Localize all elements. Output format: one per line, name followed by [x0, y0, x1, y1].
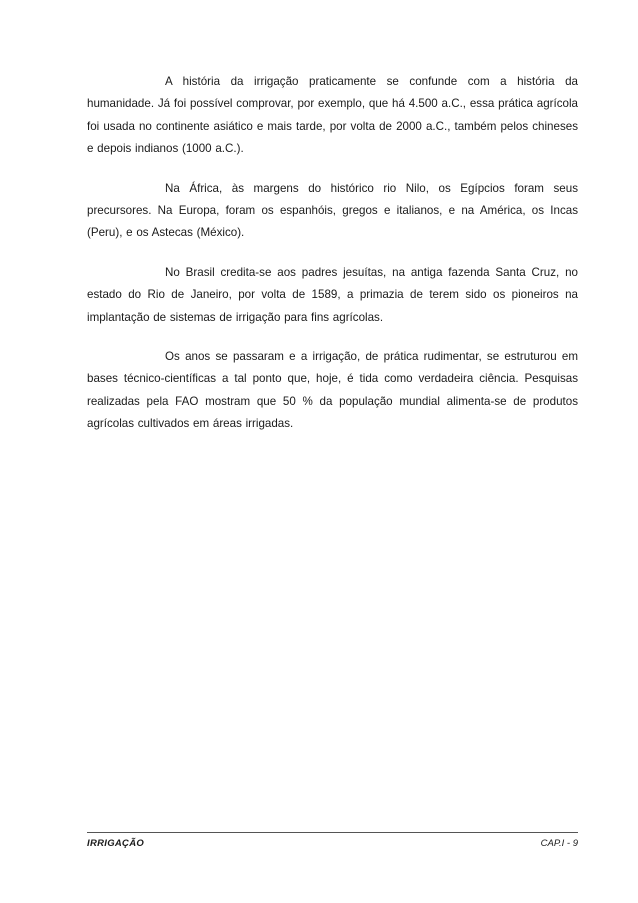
paragraph-brazil: No Brasil credita-se aos padres jesuítas, na antiga fazenda Santa Cruz, no estado do Rio de Janeiro, por volta de 1589, a primazia de terem sido os pioneiros na implantação de sistemas de irrigação para fins agrícolas.: [87, 265, 578, 324]
footer-divider: [87, 832, 578, 833]
paragraph-history: A história da irrigação praticamente se confunde com a história da humanidade. Já foi possível comprovar, por exemplo, que há 4.500 a.C., essa prática agrícola foi usada no continente asiático e mais tarde, por volta de 2000 a.C., também pelos chineses e depois indianos (1000 a.C.).: [87, 75, 578, 156]
footer-title: IRRIGAÇÃO: [87, 838, 145, 849]
footer-page-number: CAP.I - 9: [540, 838, 578, 849]
body-text: [87, 71, 578, 453]
paragraph-africa: Na África, às margens do histórico rio Nilo, os Egípcios foram seus precursores. Na Europa, foram os espanhóis, gregos e italianos, e na América, os Incas (Peru), e os Astecas (México).: [87, 181, 578, 240]
paragraph-fao: Os anos se passaram e a irrigação, de prática rudimentar, se estruturou em bases técnico-científicas a tal ponto que, hoje, é tida como verdadeira ciência. Pesquisas realizadas pela FAO mostram que 50 % da população mundial alimenta-se de produtos agrícolas cultivados em áreas irrigadas.: [87, 350, 578, 431]
